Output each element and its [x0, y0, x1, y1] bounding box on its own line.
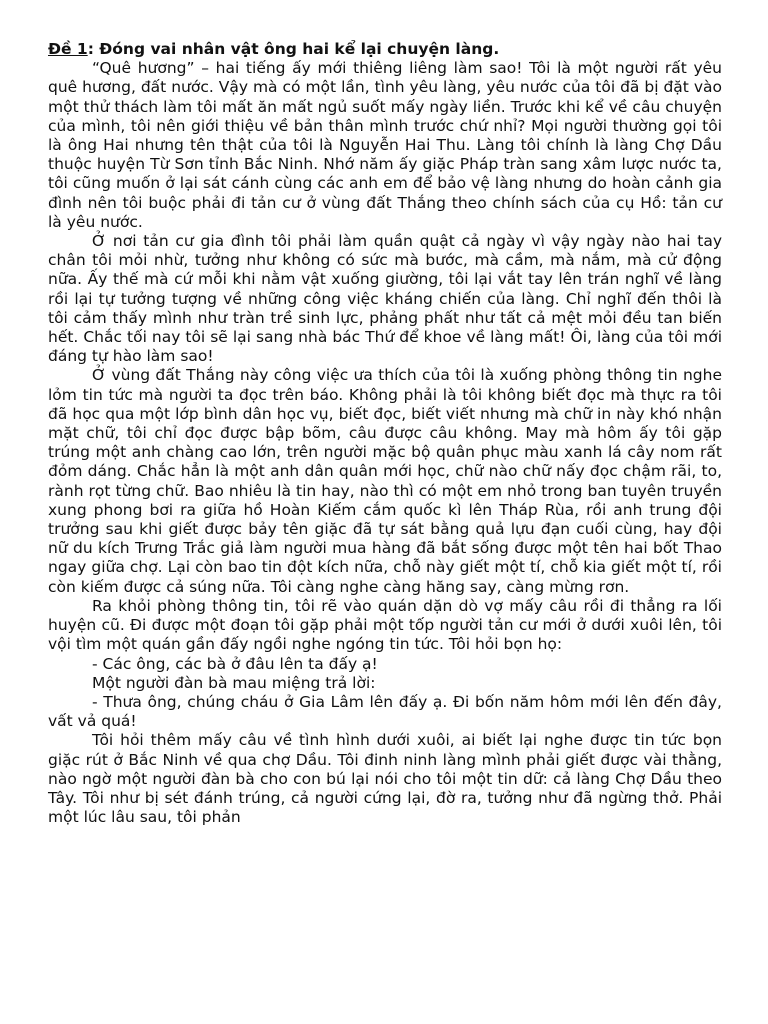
title-label: Đề 1 — [48, 40, 88, 58]
dialogue-line: - Các ông, các bà ở đâu lên ta đấy ạ! — [92, 654, 378, 673]
dialogue-line: - Thưa ông, chúng cháu ở Gia Lâm lên đấy ạ. Đi bốn năm hôm mới lên đến đây, vất vả quá! — [48, 692, 722, 731]
dialogue-line: Một người đàn bà mau miệng trả lời: — [92, 673, 376, 692]
paragraph-meeting-evacuees: Ra khỏi phòng thông tin, tôi rẽ vào quán dặn dò vợ mấy câu rồi đi thẳng ra lối huyện cũ. Đi được một đoạn tôi gặp phải một tốp người tản cư mới ở dưới xuôi lên, tôi vội tìm một quán gần đấy ngồi nghe ngóng tin tức. Tôi hỏi bọn họ: — [48, 596, 722, 654]
document-page — [48, 40, 722, 827]
paragraph-bad-news: Tôi hỏi thêm mấy câu về tình hình dưới xuôi, ai biết lại nghe được tin tức bọn giặc rút ở Bắc Ninh về qua chợ Dầu. Tôi đinh ninh làng mình phải giết được vài thằng, nào ngờ một người đàn bà cho con bú lại nói cho tôi một tin dữ: cả làng Chợ Dầu theo Tây. Tôi như bị sét đánh trúng, cả người cứng lại, đờ ra, tưởng như đã ngừng thở. Phải một lúc lâu sau, tôi phản — [48, 731, 722, 827]
paragraph-evacuation: Ở nơi tản cư gia đình tôi phải làm quần quật cả ngày vì vậy ngày nào hai tay chân tôi mỏi nhừ, tưởng như không có sức mà bước, mà cầm, mà nắm, mà cử động nữa. Ấy thế mà cứ mỗi khi nằm vật xuống giường, tôi lại vắt tay lên trán nghĩ về làng rồi lại tự tưởng tượng về những công việc kháng chiến của làng. Chỉ nghĩ đến thôi là tôi cảm thấy mình như tràn trề sinh lực, phảng phất như tất cả mệt mỏi đều tan biến hết. Chắc tối nay tôi sẽ lại sang nhà bác Thứ để khoe về làng mất! Ôi, làng của tôi mới đáng tự hào làm sao! — [48, 232, 722, 366]
paragraph-news-room: Ở vùng đất Thắng này công việc ưa thích của tôi là xuống phòng thông tin nghe lỏm tin tức mà người ta đọc trên báo. Không phải là tôi không biết đọc mà thực ra tôi đã học qua một lớp bình dân học vụ, biết đọc, biết viết nhưng mà chữ in này khó nhận mặt chữ, tôi chỉ đọc được bập bõm, câu được câu không. May mà hôm ấy tôi gặp trúng một anh chàng cao lớn, trên người mặc bộ quân phục màu xanh lá cây nom rất đỏm dáng. Chắc hẳn là một anh dân quân mới học, chữ nào chữ nấy đọc chậm rãi, to, rành rọt từng chữ. Bao nhiêu là tin hay, nào thì có một em nhỏ trong ban tuyên truyền xung phong bơi ra giữa hồ Hoàn Kiếm cắm quốc kì lên Tháp Rùa, rồi anh trung đội trưởng sau khi giết được bảy tên giặc đã tự sát bằng quả lựu đạn cuối cùng, hay đội nữ du kích Trưng Trắc giả làm người mua hàng đã bắt sống được một tên hai bốt Thao ngay giữa chợ. Lại còn bao tin đột kích nữa, chỗ này giết một tí, chỗ kia giết một tí, rồi còn kiếm được cả súng nữa. Tôi càng nghe càng hăng say, càng mừng rơn. — [48, 366, 722, 596]
title-text: : Đóng vai nhân vật ông hai kể lại chuyện làng. — [87, 40, 500, 58]
document-title — [48, 40, 722, 59]
paragraph-intro: “Quê hương” – hai tiếng ấy mới thiêng liêng làm sao! Tôi là một người rất yêu quê hương, đất nước. Vậy mà có một lần, tình yêu làng, yêu nước của tôi đã bị đặt vào một thử thách làm tôi mất ăn mất ngủ suốt mấy ngày liền. Trước khi kể về câu chuyện của mình, tôi nên giới thiệu về bản thân mình trước chứ nhỉ? Mọi người thường gọi tôi là ông Hai nhưng tên thật của tôi là Nguyễn Hai Thu. Làng tôi chính là làng Chợ Dầu thuộc huyện Từ Sơn tỉnh Bắc Ninh. Nhớ năm ấy giặc Pháp tràn sang xâm lược nước ta, tôi cũng muốn ở lại sát cánh cùng các anh em để bảo vệ làng nhưng do hoàn cảnh gia đình nên tôi buộc phải đi tản cư ở vùng đất Thắng theo chính sách của cụ Hồ: tản cư là yêu nước. — [48, 59, 722, 231]
